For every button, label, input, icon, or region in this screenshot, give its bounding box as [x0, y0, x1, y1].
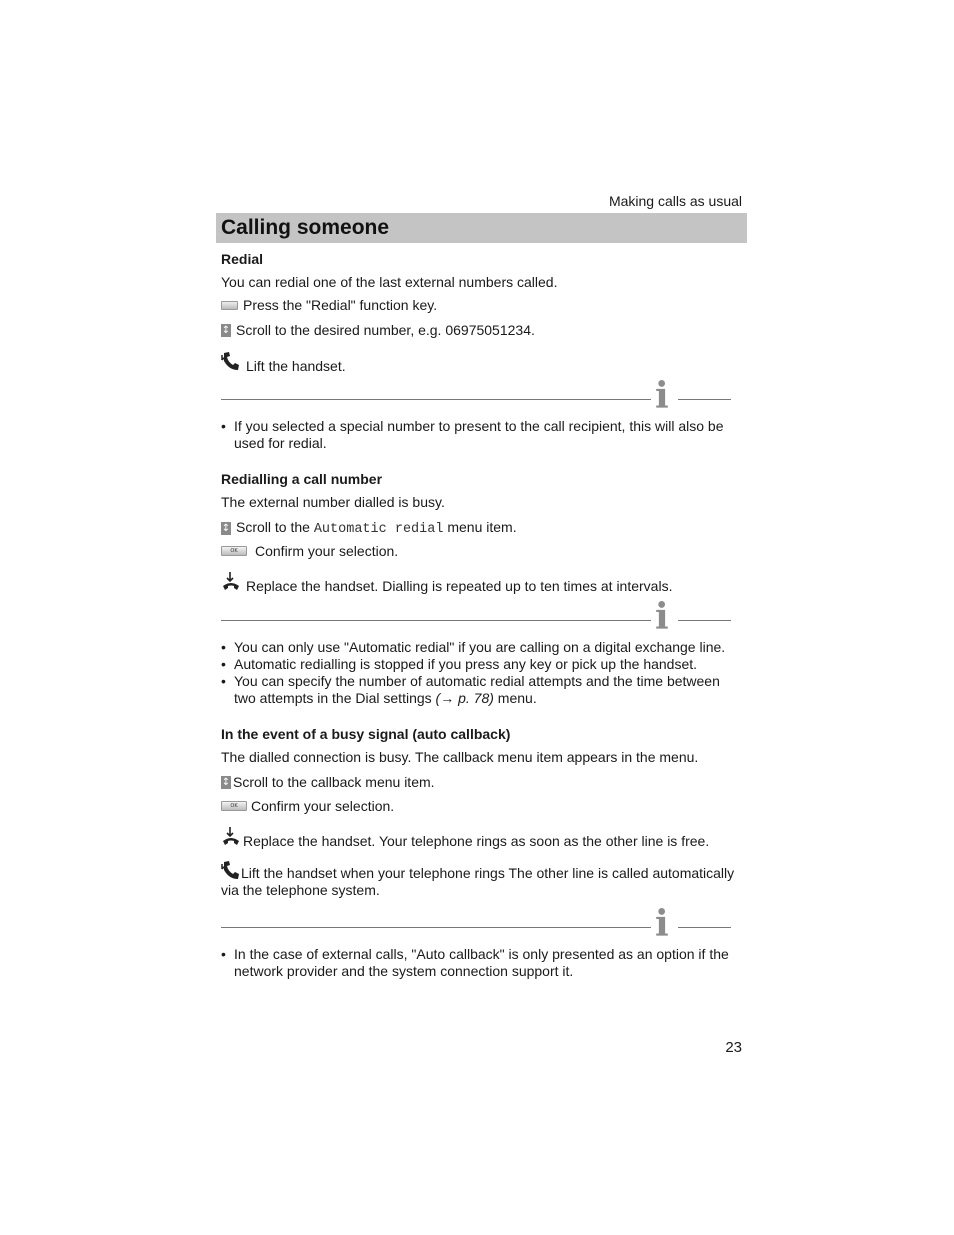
- callback-notes: [221, 946, 736, 980]
- section-title-bar: [216, 213, 747, 243]
- info-divider: [221, 375, 731, 417]
- redialling-step-scroll: ↕ Scroll to the Automatic redial menu item.: [221, 519, 517, 537]
- list-item: • If you selected a special number to present to the call recipient, this will also be used for redial.: [221, 418, 741, 452]
- list-item: • In the case of external calls, "Auto callback" is only presented as an option if the network provider and the system connection support it.: [221, 946, 736, 980]
- list-item: • You can specify the number of automatic redial attempts and the time between two attempts in the Dial settings (→ p. 78) menu.: [221, 673, 741, 707]
- ok-key-icon: OK: [221, 801, 247, 811]
- redial-notes: [221, 418, 741, 452]
- callback-intro: The dialled connection is busy. The callback menu item appears in the menu.: [221, 749, 699, 765]
- scroll-icon: ↕: [221, 324, 231, 336]
- redialling-step-replace-handset: Replace the handset. Dialling is repeated up to ten times at intervals.: [221, 570, 672, 594]
- function-key-icon: [221, 301, 238, 310]
- menu-item-name: Automatic redial: [313, 522, 444, 537]
- info-icon: i: [655, 596, 669, 638]
- scroll-icon: ↕: [221, 776, 231, 788]
- redial-intro: You can redial one of the last external numbers called.: [221, 274, 558, 290]
- page-reference: (→ p. 78): [435, 690, 494, 706]
- list-item: • You can only use "Automatic redial" if you are calling on a digital exchange line.: [221, 639, 741, 656]
- lift-handset-icon: [221, 860, 241, 882]
- info-icon: i: [655, 375, 669, 417]
- callback-heading: In the event of a busy signal (auto callback): [221, 726, 511, 742]
- info-divider: [221, 903, 731, 945]
- redialling-step-confirm: OK Confirm your selection.: [221, 543, 398, 559]
- redialling-intro: The external number dialled is busy.: [221, 494, 445, 510]
- callback-step-confirm: OK Confirm your selection.: [221, 798, 394, 814]
- list-item: • Automatic redialling is stopped if you press any key or pick up the handset.: [221, 656, 741, 673]
- page-number: 23: [725, 1039, 742, 1056]
- page-title: Calling someone: [221, 216, 390, 239]
- redial-step-scroll: ↕ Scroll to the desired number, e.g. 06975051234.: [221, 322, 535, 338]
- redialling-notes: [221, 639, 741, 707]
- redial-step-lift-handset: Lift the handset.: [221, 350, 346, 374]
- replace-handset-icon: [221, 826, 241, 848]
- redial-heading: Redial: [221, 251, 264, 267]
- info-icon: i: [655, 903, 669, 945]
- running-header: Making calls as usual: [608, 193, 742, 209]
- lift-handset-icon: [221, 351, 241, 373]
- callback-step-scroll: ↕ Scroll to the callback menu item.: [221, 774, 435, 790]
- callback-step-lift-handset: Lift the handset when your telephone rings The other line is called automatically via the telephone system.: [221, 860, 746, 899]
- redial-step-press-key: Press the "Redial" function key.: [221, 297, 437, 313]
- ok-key-icon: OK: [221, 546, 247, 556]
- callback-step-replace-handset: Replace the handset. Your telephone rings as soon as the other line is free.: [221, 825, 709, 849]
- scroll-icon: ↕: [221, 522, 231, 534]
- replace-handset-icon: [221, 571, 241, 593]
- info-divider: [221, 596, 731, 638]
- redialling-heading: Redialling a call number: [221, 471, 383, 487]
